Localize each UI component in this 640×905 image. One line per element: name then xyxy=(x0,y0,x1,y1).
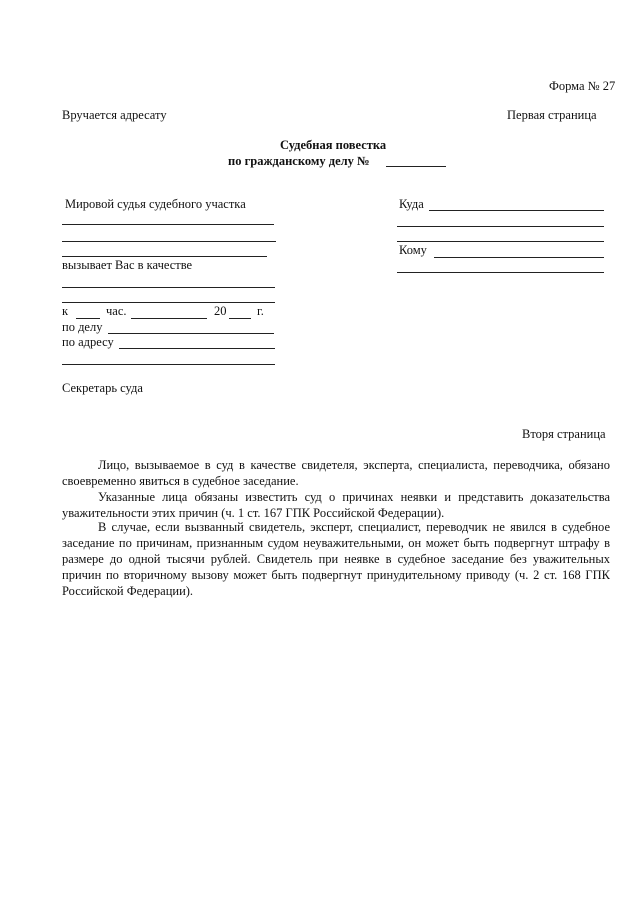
judge-field-line-3[interactable] xyxy=(62,256,267,257)
case-label: по делу xyxy=(62,320,103,334)
paragraph-2: Указанные лица обязаны известить суд о причинах неявки и представить доказательства уважительности этих причин (ч. 1 ст. 167 ГПК Российской Федерации). xyxy=(62,490,610,520)
case-number-field[interactable] xyxy=(386,166,446,167)
document-subtitle: по гражданскому делу № xyxy=(228,154,370,168)
whom-label: Кому xyxy=(399,243,427,257)
year-suffix: г. xyxy=(257,304,264,318)
where-field-line-1[interactable] xyxy=(429,210,604,211)
second-page-label: Вторя страница xyxy=(522,427,606,441)
where-field-line-3[interactable] xyxy=(397,241,604,242)
whom-field-line-1[interactable] xyxy=(434,257,604,258)
where-label: Куда xyxy=(399,197,424,211)
address-field-line-1[interactable] xyxy=(119,348,275,349)
secretary-label: Секретарь суда xyxy=(62,381,143,395)
address-label: по адресу xyxy=(62,335,114,349)
form-number: Форма № 27 xyxy=(549,79,616,93)
paragraph-1: Лицо, вызываемое в суд в качестве свидетеля, эксперта, специалиста, переводчика, обязано своевременно явиться в судебное заседание. xyxy=(62,458,610,488)
hours-label: час. xyxy=(106,304,127,318)
where-field-line-2[interactable] xyxy=(397,226,604,227)
delivered-to-label: Вручается адресату xyxy=(62,108,167,122)
address-field-line-2[interactable] xyxy=(62,364,275,365)
time-at-label: к xyxy=(62,304,69,318)
year-field[interactable] xyxy=(229,318,251,319)
judge-field-line-1[interactable] xyxy=(62,224,274,225)
judge-label: Мировой судья судебного участка xyxy=(65,197,246,211)
first-page-label: Первая страница xyxy=(507,108,597,122)
time-field[interactable] xyxy=(76,318,100,319)
judge-field-line-2[interactable] xyxy=(62,241,276,242)
case-field[interactable] xyxy=(108,333,274,334)
date-field[interactable] xyxy=(131,318,207,319)
capacity-field-line-2[interactable] xyxy=(62,302,275,303)
document-title: Судебная повестка xyxy=(280,138,387,152)
summons-as-label: вызывает Вас в качестве xyxy=(62,258,193,272)
year-prefix: 20 xyxy=(214,304,227,318)
whom-field-line-2[interactable] xyxy=(397,272,604,273)
paragraph-3: В случае, если вызванный свидетель, эксперт, специалист, переводчик не явился в судебное заседание по причинам, признанным судом неуважительными, он может быть подвергнут штрафу в размере до одной тысячи рублей. Свидетель при неявке в судебное заседание без уважительных причин по вторичному вызову может быть подвергнут принудительному приводу (ч. 2 ст. 168 ГПК Российской Федерации). xyxy=(62,520,610,598)
capacity-field-line-1[interactable] xyxy=(62,287,275,288)
